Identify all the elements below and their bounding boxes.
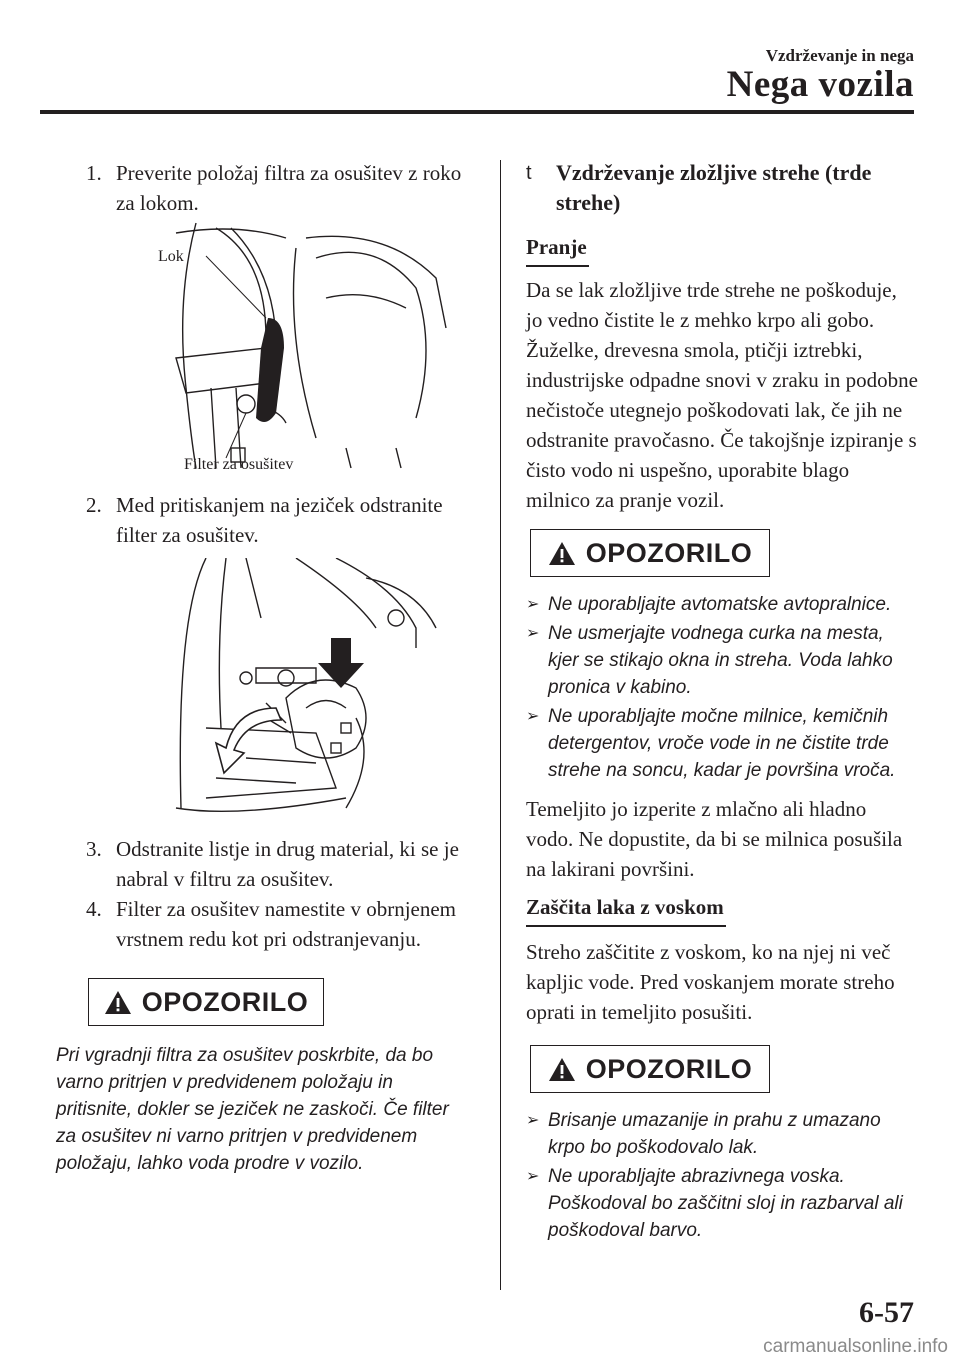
list-item-text: Ne uporabljajte avtomatske avtopralnice.	[548, 594, 892, 615]
list-item-text: Brisanje umazanije in prahu z umazano krpo bo poškodovalo lak.	[548, 1110, 881, 1158]
step-2	[86, 490, 482, 550]
step-4	[86, 894, 482, 954]
step-number: 4.	[86, 897, 102, 921]
list-item-text: Ne usmerjajte vodnega curka na mesta, kjer se stikajo okna in streha. Voda lahko pronica v kabino.	[548, 623, 893, 698]
paragraph: Streho zaščitite z voskom, ko na njej ni več kapljic vode. Pred voskanjem morate streho oprati in temeljito posušiti.	[526, 940, 895, 1024]
paragraph: Da se lak zložljive trde strehe ne poškoduje, jo vedno čistite le z mehko krpo ali gobo.	[526, 278, 897, 332]
label-lok: Lok	[158, 248, 184, 265]
list-item	[526, 620, 918, 701]
arrow-bullet-icon: ➢	[526, 625, 540, 642]
warning-label: OPOZORILO	[141, 987, 309, 1017]
warning-list	[526, 1107, 918, 1244]
step-text: Filter za osušitev namestite v obrnjenem vrstnem redu kot pri odstranjevanju.	[116, 897, 456, 951]
warning-label: OPOZORILO	[585, 538, 753, 568]
right-column	[526, 158, 918, 1246]
section-marker: t	[526, 162, 532, 184]
list-item-text: Ne uporabljajte abrazivnega voska. Poškodoval bo zaščitni sloj in razbarval ali poškodoval barvo.	[548, 1166, 903, 1241]
page-title: Nega vozila	[726, 64, 914, 105]
warning-box	[530, 529, 770, 577]
list-item	[526, 591, 918, 618]
step-number: 2.	[86, 493, 102, 517]
step-text: Med pritiskanjem na jeziček odstranite filter za osušitev.	[116, 493, 443, 547]
arrow-bullet-icon: ➢	[526, 596, 540, 613]
list-item	[526, 703, 918, 784]
watermark: carmanualsonline.info	[763, 1336, 948, 1357]
subheading-wax: Zaščita laka z voskom	[526, 892, 726, 927]
warning-box	[530, 1045, 770, 1093]
subheading-washing: Pranje	[526, 232, 589, 267]
warning-box	[88, 978, 324, 1026]
arrow-bullet-icon: ➢	[526, 708, 540, 725]
arrow-bullet-icon: ➢	[526, 1112, 540, 1129]
left-column	[56, 158, 482, 1177]
page-number: 6-57	[859, 1296, 914, 1329]
filter-removal-illustration	[116, 558, 476, 826]
list-item-text: Ne uporabljajte močne milnice, kemičnih detergentov, vroče vode in ne čistite trde strehe na soncu, kadar je površina vroča.	[548, 706, 896, 781]
warning-text: Pri vgradnji filtra za osušitev poskrbite, da bo varno pritrjen v predvidenem položaju in pritisnite, dokler se jeziček ne zaskoči. Če filter za osušitev ni varno pritrjen v predvidenem položaju, lahko voda prodre v vozilo.	[56, 1045, 449, 1174]
warning-label: OPOZORILO	[585, 1054, 753, 1084]
figure-remove-filter	[116, 558, 476, 826]
list-item	[526, 1163, 918, 1244]
section-heading	[526, 158, 918, 218]
section-title: Vzdrževanje zložljive strehe (trde strehe)	[556, 160, 872, 215]
warning-triangle-icon	[548, 1057, 576, 1082]
step-number: 3.	[86, 837, 102, 861]
warning-list	[526, 591, 918, 784]
label-drain-filter: Filter za osušitev	[184, 456, 294, 473]
paragraph: Žuželke, drevesna smola, ptičji iztrebki, industrijske odpadne snovi v zraku in podobne nečistoče utegnejo poškodovati lak, če jih ne odstranite pravočasno. Če takojšnje izpiranje s čisto vodo ni uspešno, uporabite blago milnico za pranje vozil.	[526, 338, 918, 512]
step-1	[86, 158, 482, 218]
paragraph: Temeljito jo izperite z mlačno ali hladno vodo. Ne dopustite, da bi se milnica posušila na lakirani površini.	[526, 797, 903, 881]
header-rule	[40, 110, 914, 114]
step-3	[86, 834, 482, 894]
figure-drain-filter-location	[116, 218, 476, 476]
running-header-section: Vzdrževanje in nega	[765, 46, 914, 65]
column-divider	[500, 160, 501, 1290]
step-number: 1.	[86, 161, 102, 185]
warning-triangle-icon	[548, 541, 576, 566]
step-text: Preverite položaj filtra za osušitev z roko za lokom.	[116, 161, 462, 215]
arrow-bullet-icon: ➢	[526, 1168, 540, 1185]
warning-triangle-icon	[104, 990, 132, 1015]
step-text: Odstranite listje in drug material, ki se je nabral v filtru za osušitev.	[116, 837, 459, 891]
list-item	[526, 1107, 918, 1161]
